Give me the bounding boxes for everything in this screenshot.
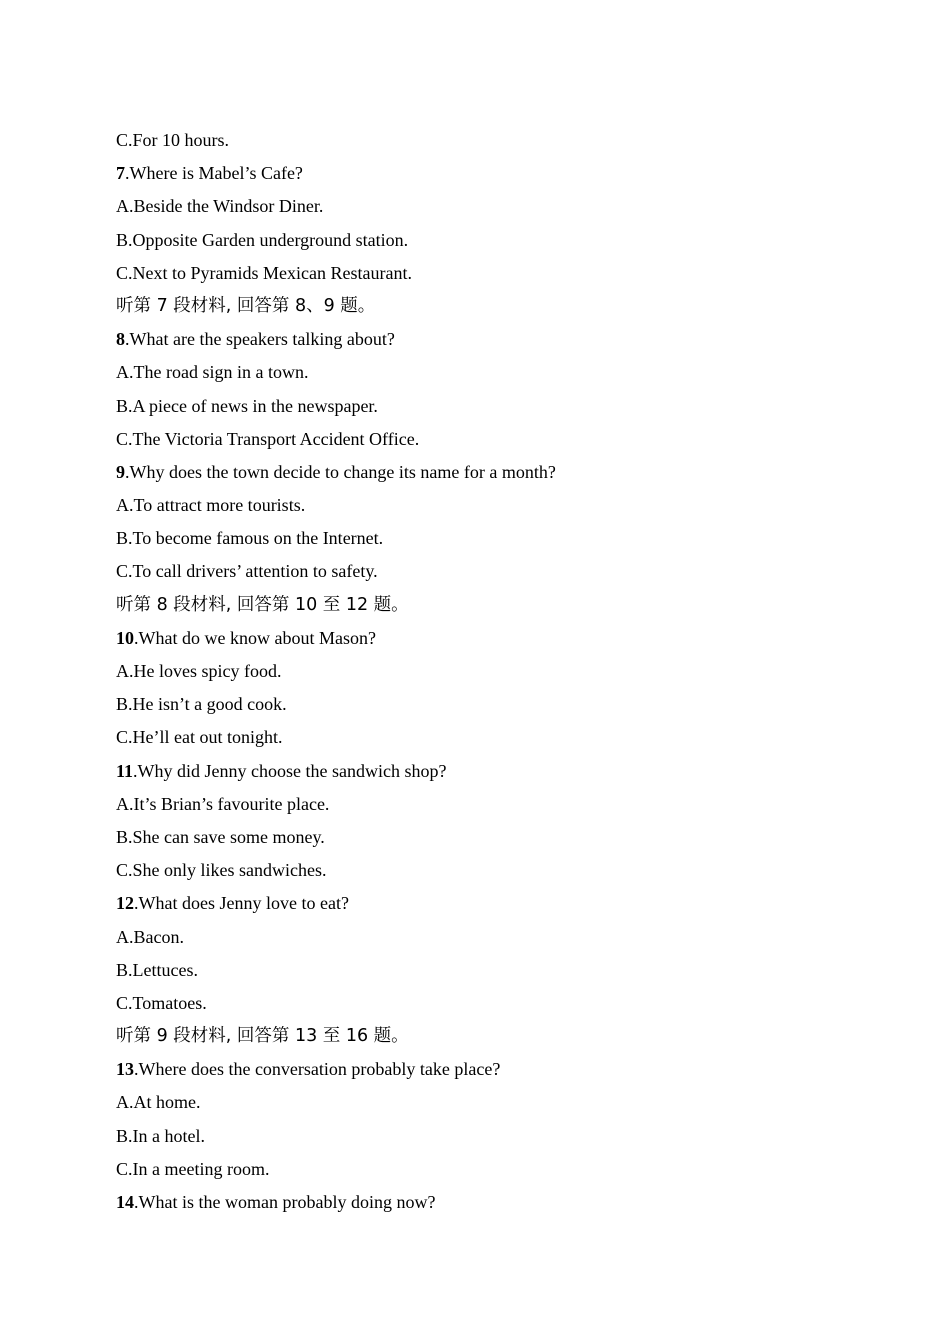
answer-option: A.Beside the Windsor Diner. [116, 196, 324, 217]
question-line [116, 157, 876, 190]
question-number: 7 [116, 163, 125, 184]
answer-option: C.In a meeting room. [116, 1158, 270, 1179]
question-text: .Why did Jenny choose the sandwich shop? [133, 760, 447, 781]
section-instruction: 听第 9 段材料, 回答第 13 至 16 题。 [116, 1026, 409, 1047]
question-text: .What does Jenny love to eat? [134, 893, 349, 914]
answer-option: C.Next to Pyramids Mexican Restaurant. [116, 262, 412, 283]
question-text: .What do we know about Mason? [134, 627, 376, 648]
question-number: 8 [116, 329, 125, 350]
answer-option: A.Bacon. [116, 926, 184, 947]
question-text: .Where does the conversation probably take place? [134, 1059, 501, 1080]
answer-option: B.Opposite Garden underground station. [116, 229, 409, 250]
answer-option: A.To attract more tourists. [116, 495, 306, 516]
answer-option: A.He loves spicy food. [116, 661, 282, 681]
document-body [116, 124, 876, 1219]
question-text: .Why does the town decide to change its name for a month? [125, 461, 556, 482]
question-text: .What are the speakers talking about? [125, 329, 395, 350]
answer-option: B.Lettuces. [116, 959, 198, 980]
question-line [116, 755, 876, 788]
question-number: 12 [116, 893, 134, 914]
question-text: .What is the woman probably doing now? [134, 1192, 436, 1212]
question-line [116, 887, 876, 920]
question-number: 14 [116, 1192, 134, 1212]
question-number: 9 [116, 461, 125, 482]
answer-option: C.She only likes sandwiches. [116, 860, 327, 881]
answer-option: A.It’s Brian’s favourite place. [116, 793, 330, 814]
answer-option: C.He’ll eat out tonight. [116, 727, 283, 748]
question-number: 13 [116, 1059, 134, 1080]
question-line [116, 323, 876, 356]
question-line [116, 1053, 876, 1086]
question-number: 11 [116, 760, 134, 781]
answer-option: B.To become famous on the Internet. [116, 528, 384, 549]
answer-option: A.At home. [116, 1092, 201, 1113]
question-number: 10 [116, 627, 134, 648]
section-instruction: 听第 7 段材料, 回答第 8、9 题。 [116, 295, 376, 316]
answer-option: C.For 10 hours. [116, 130, 230, 150]
question-line [116, 622, 876, 655]
answer-option: C.The Victoria Transport Accident Office. [116, 428, 420, 449]
answer-option: B.A piece of news in the newspaper. [116, 395, 378, 416]
question-text: .Where is Mabel’s Cafe? [125, 163, 303, 184]
answer-option: C.To call drivers’ attention to safety. [116, 561, 378, 582]
answer-option: C.Tomatoes. [116, 992, 207, 1013]
answer-option: B.She can save some money. [116, 826, 325, 847]
question-line [116, 1186, 876, 1219]
answer-option: B.In a hotel. [116, 1125, 205, 1146]
section-instruction: 听第 8 段材料, 回答第 10 至 12 题。 [116, 594, 409, 615]
question-line [116, 456, 876, 489]
answer-option: B.He isn’t a good cook. [116, 694, 287, 715]
answer-option: A.The road sign in a town. [116, 362, 309, 383]
